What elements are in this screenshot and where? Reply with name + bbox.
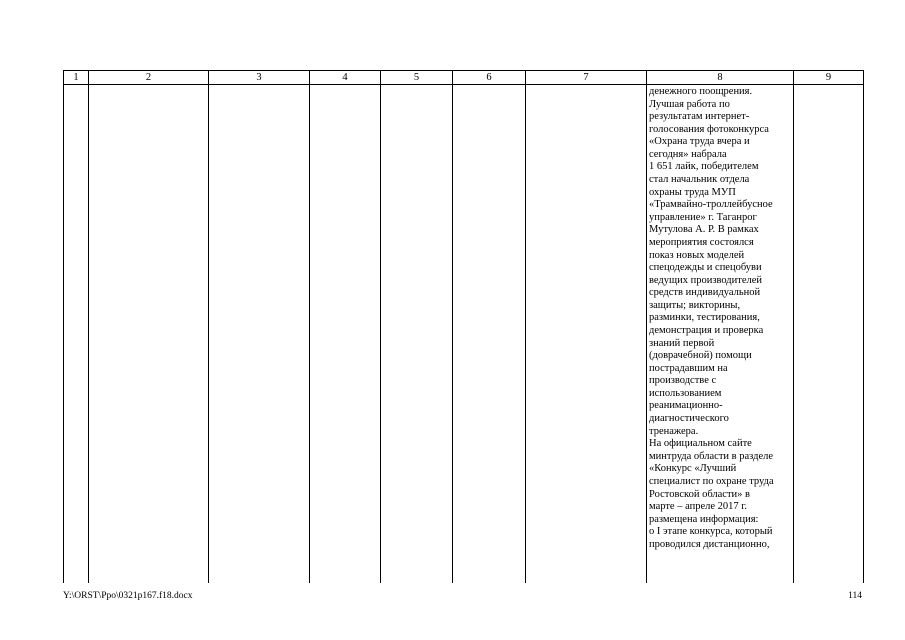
cell-text-line: реанимационно- [649,400,723,412]
footer-page-number: 114 [848,591,862,601]
cell-text-line: разминки, тестирования, [649,312,760,324]
cell-text-line: сегодня» набрала [649,148,727,160]
cell-text-line: пострадавшим на [649,362,728,374]
table-row [64,85,864,584]
cell-text-line: диагностического [649,413,729,425]
cell-text-line: мероприятия состоялся [649,236,754,248]
cell-text-line: голосования фотоконкурса [649,123,769,135]
cell-text-line: Ростовской области» в [649,488,751,500]
cell-col-3 [209,85,310,584]
cell-text-line: ведущих производителей [649,274,763,286]
cell-text-line: «Охрана труда вчера и [649,136,750,148]
cell-col-1 [64,85,89,584]
column-header-8: 8 [647,71,794,85]
cell-text-line: средств индивидуальной [649,287,761,299]
cell-col-7 [526,85,647,584]
cell-text-line: «Трамвайно-троллейбусное [649,199,773,211]
column-header-3: 3 [209,71,310,85]
cell-text-line: денежного поощрения. [649,86,753,97]
cell-text-line: специалист по охране труда [649,475,774,487]
cell-text-col-8 [647,85,793,551]
column-header-6: 6 [453,71,526,85]
cell-text-line: Лучшая работа по [649,98,730,110]
cell-text-line: тренажера. [649,425,699,437]
cell-text-line: «Конкурс «Лучший [649,463,737,475]
cell-text-line: использованием [649,387,722,399]
cell-text-line: знаний первой [649,337,715,349]
cell-text-line: 1 651 лайк, победителем [649,161,759,173]
cell-text-line: результатам интернет- [649,111,750,123]
column-header-5: 5 [381,71,453,85]
cell-text-line: размещена информация: [649,513,759,525]
cell-text-line: марте – апреле 2017 г. [649,501,748,513]
cell-col-8 [647,85,794,584]
cell-col-9 [794,85,864,584]
cell-text-line: проводился дистанционно, [649,538,770,550]
cell-text-line: Мутулова А. Р. В рамках [649,224,759,236]
cell-col-4 [310,85,381,584]
cell-text-line: минтруда области в разделе [649,450,774,462]
cell-col-5 [381,85,453,584]
cell-text-line: управление» г. Таганрог [649,211,757,223]
cell-text-line: стал начальник отдела [649,174,750,186]
cell-text-line: производстве с [649,375,717,387]
cell-col-6 [453,85,526,584]
cell-text-line: (доврачебной) помощи [649,350,752,362]
cell-text-line: защиты; викторины, [649,299,741,311]
cell-text-line: На официальном сайте [649,438,752,450]
column-header-9: 9 [794,71,864,85]
cell-text-line: демонстрация и проверка [649,324,764,336]
cell-col-2 [89,85,209,584]
column-header-2: 2 [89,71,209,85]
cell-text-line: показ новых моделей [649,249,745,261]
column-header-1: 1 [64,71,89,85]
header-row [64,71,864,85]
cell-text-line: о I этапе конкурса, который [649,526,773,538]
footer-file-path: Y:\ORST\Ppo\0321p167.f18.docx [63,591,193,601]
cell-text-line: спецодежды и спецобуви [649,262,762,274]
data-table [63,70,864,583]
cell-text-line: охраны труда МУП [649,186,736,198]
column-header-7: 7 [526,71,647,85]
column-header-4: 4 [310,71,381,85]
